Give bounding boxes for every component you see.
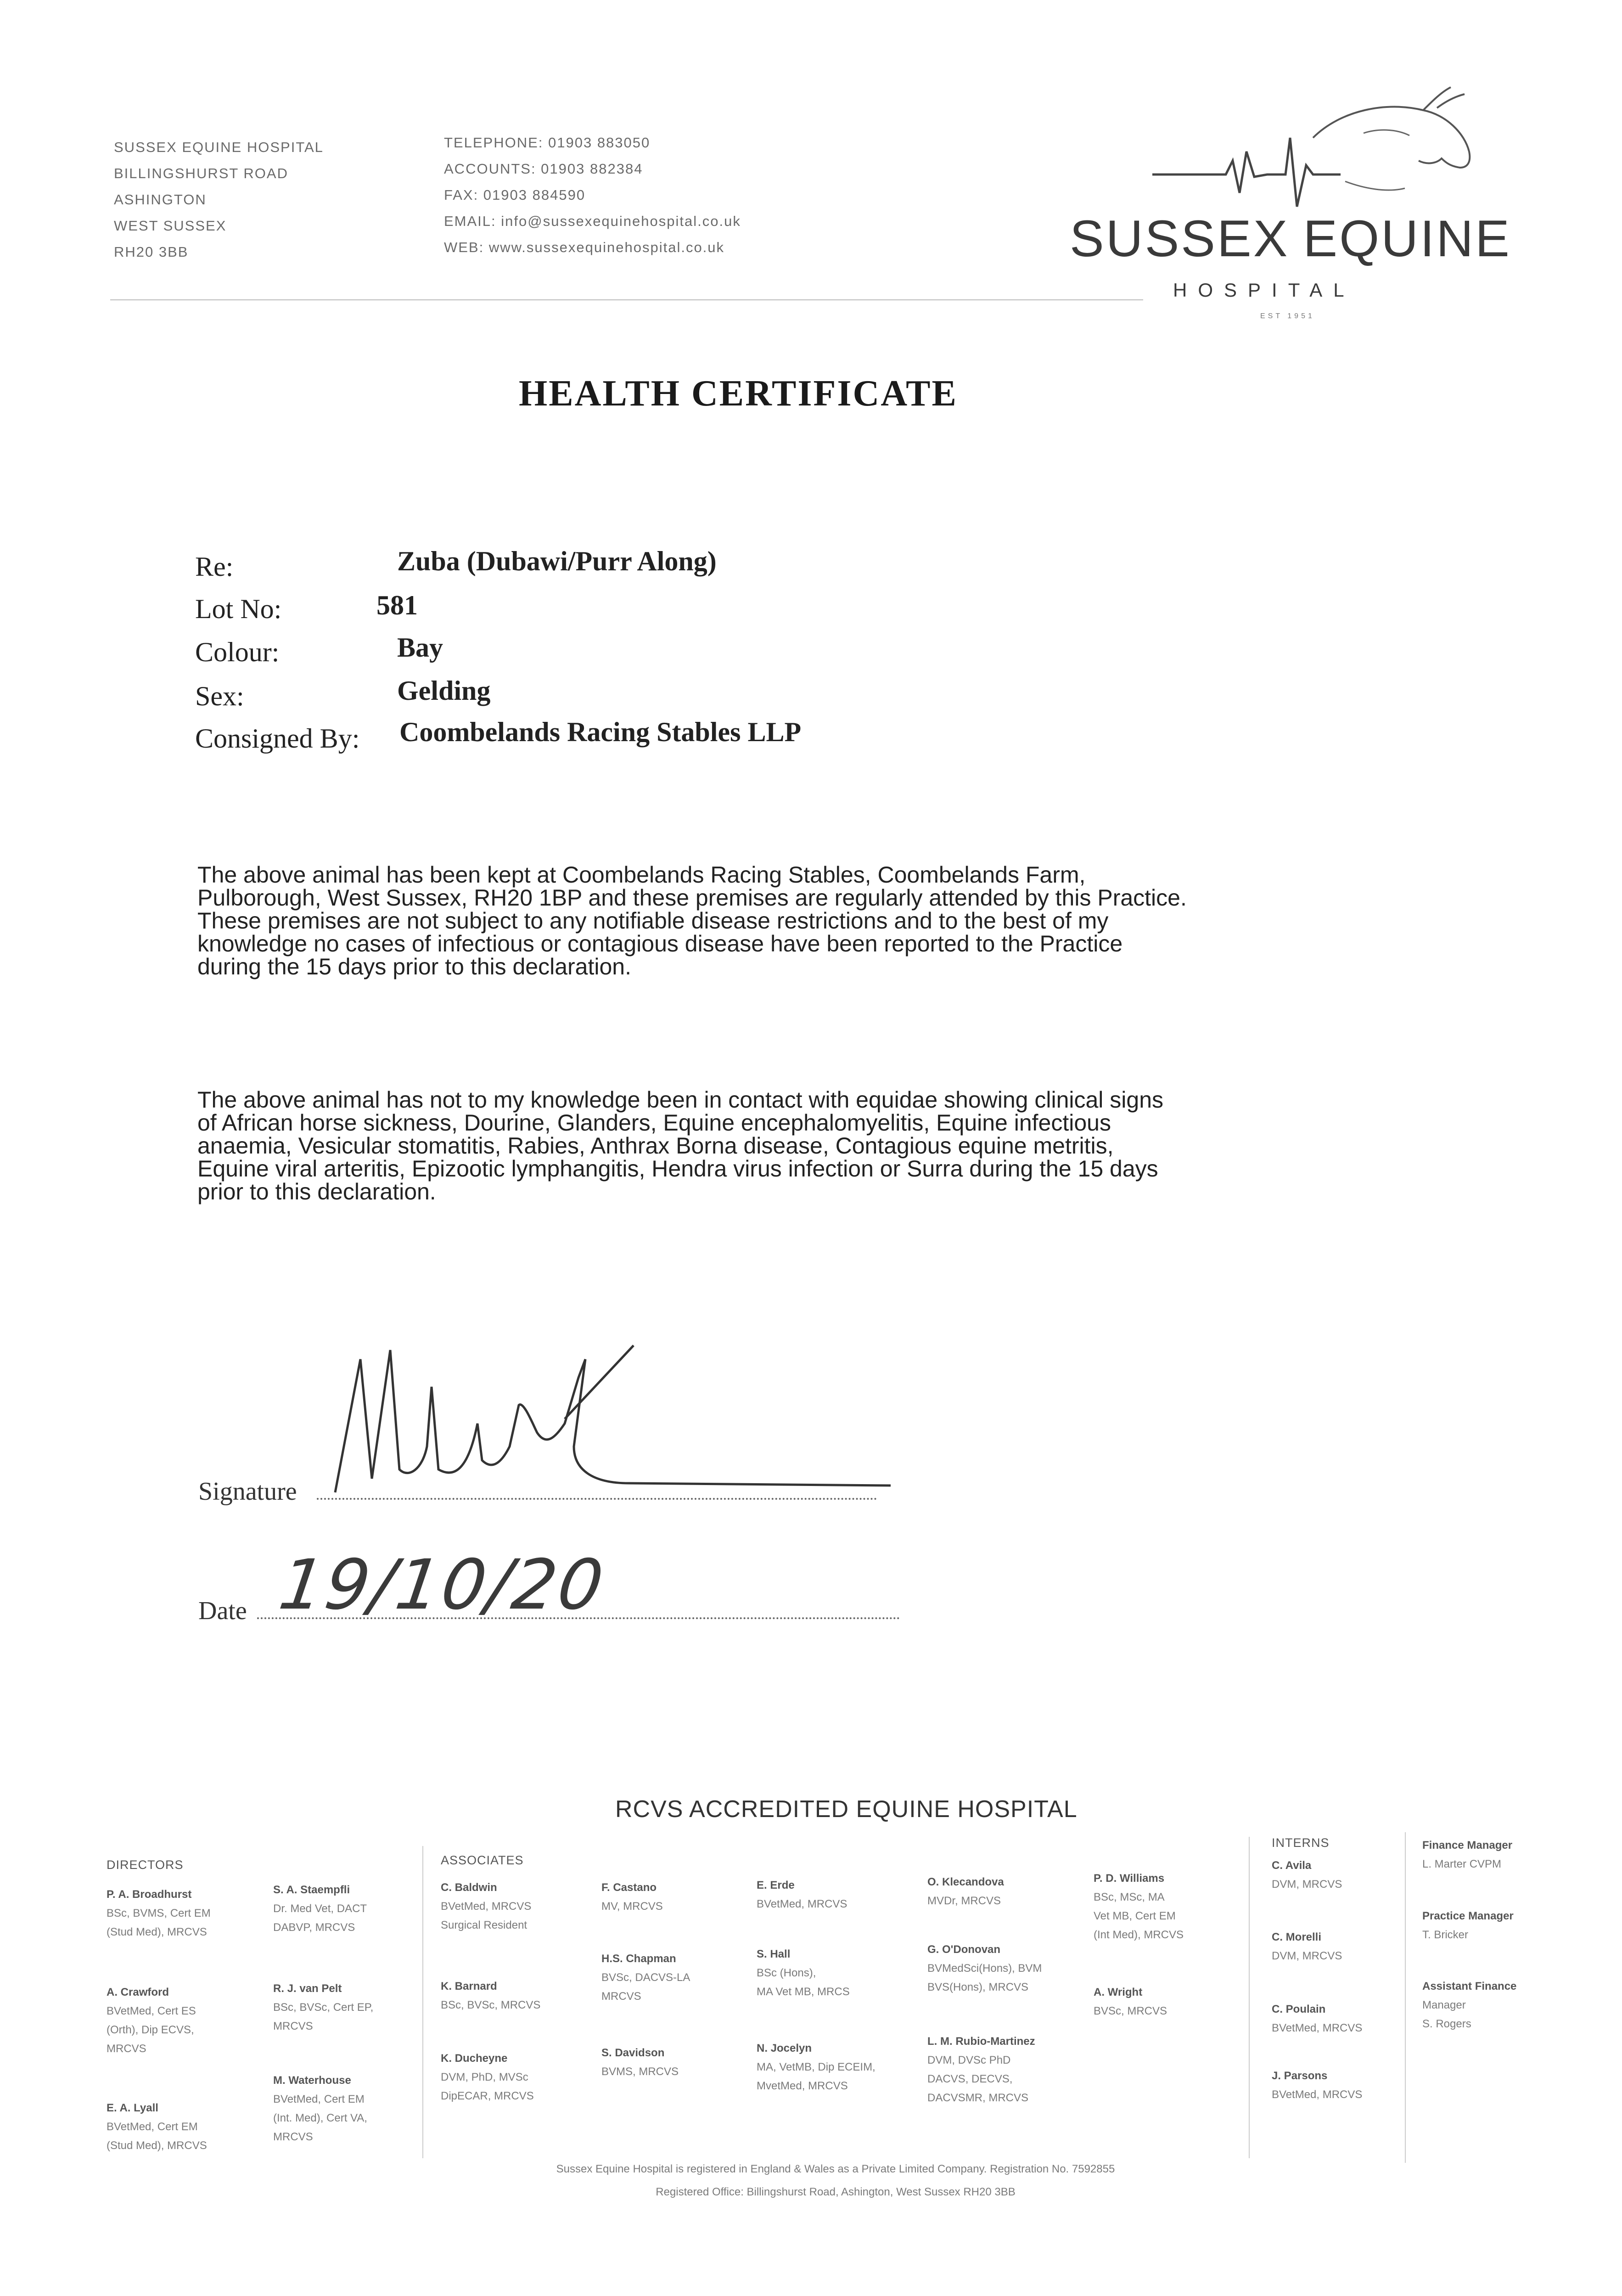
staff-qualification: L. Marter CVPM bbox=[1422, 1858, 1502, 1870]
detail-value-lot: 581 bbox=[376, 590, 418, 620]
paragraph-line: Equine viral arteritis, Epizootic lymphangitis, Hendra virus infection or Surra during the 15 days bbox=[197, 1156, 1158, 1182]
logo-established: EST 1951 bbox=[1260, 312, 1315, 320]
logo-word-equine: EQUINE bbox=[1303, 210, 1511, 267]
paragraph-line: knowledge no cases of infectious or contagious disease have been reported to the Practice bbox=[197, 931, 1123, 957]
staff-qualification: BSc, MSc, MA bbox=[1094, 1891, 1165, 1903]
horse-head-heartbeat-icon bbox=[1148, 83, 1478, 220]
hospital-contacts bbox=[444, 129, 741, 260]
staff-qualification: MRCVS bbox=[273, 2020, 313, 2032]
paragraph-line: of African horse sickness, Dourine, Glanders, Equine encephalomyelitis, Equine infectious bbox=[197, 1110, 1111, 1136]
staff-entry bbox=[107, 1885, 211, 1941]
staff-qualification: DACVSMR, MRCVS bbox=[927, 2092, 1029, 2104]
staff-qualification: BVetMed, Cert EM bbox=[107, 2121, 198, 2133]
footer-divider bbox=[1249, 1837, 1250, 2158]
detail-value-colour: Bay bbox=[397, 632, 443, 663]
staff-qualification: MRCVS bbox=[601, 1990, 641, 2003]
staff-qualification: DVM, PhD, MVSc bbox=[441, 2071, 528, 2083]
staff-name: P. D. Williams bbox=[1094, 1872, 1165, 1885]
staff-name: J. Parsons bbox=[1272, 2070, 1328, 2082]
address-line: WEST SUSSEX bbox=[114, 218, 227, 234]
date-label: Date bbox=[198, 1597, 247, 1625]
address-line: ASHINGTON bbox=[114, 191, 207, 208]
associates-heading: ASSOCIATES bbox=[441, 1853, 524, 1867]
staff-entry bbox=[1422, 1977, 1516, 2033]
staff-name: L. M. Rubio-Martinez bbox=[927, 2035, 1035, 2048]
address-line: SUSSEX EQUINE HOSPITAL bbox=[114, 139, 324, 155]
staff-qualification: MVDr, MRCVS bbox=[927, 1895, 1001, 1907]
paragraph-line: anaemia, Vesicular stomatitis, Rabies, Anthrax Borna disease, Contagious equine metritis, bbox=[197, 1133, 1114, 1159]
staff-qualification: Surgical Resident bbox=[441, 1919, 528, 1931]
staff-name: A. Wright bbox=[1094, 1986, 1143, 1998]
staff-qualification: MvetMed, MRCVS bbox=[757, 2080, 848, 2092]
staff-name: C. Baldwin bbox=[441, 1881, 497, 1894]
staff-role: Practice Manager bbox=[1422, 1910, 1514, 1922]
staff-qualification: DipECAR, MRCVS bbox=[441, 2090, 534, 2102]
staff-qualification: BVetMed, MRCVS bbox=[441, 1900, 532, 1913]
staff-entry bbox=[273, 2071, 367, 2146]
detail-value-consignor: Coombelands Racing Stables LLP bbox=[399, 717, 802, 747]
staff-entry bbox=[1422, 1836, 1512, 1874]
staff-name: C. Poulain bbox=[1272, 2003, 1326, 2015]
staff-qualification: (Stud Med), MRCVS bbox=[107, 1926, 207, 1938]
staff-name: C. Avila bbox=[1272, 1859, 1312, 1872]
staff-role: Finance Manager bbox=[1422, 1839, 1513, 1851]
staff-name: F. Castano bbox=[601, 1881, 657, 1894]
staff-qualification: (Stud Med), MRCVS bbox=[107, 2139, 207, 2152]
staff-name: C. Morelli bbox=[1272, 1931, 1322, 1943]
detail-value-sex: Gelding bbox=[397, 675, 491, 706]
footer-divider bbox=[1405, 1832, 1406, 2163]
staff-name: O. Klecandova bbox=[927, 1876, 1004, 1888]
staff-name: N. Jocelyn bbox=[757, 2042, 812, 2054]
staff-qualification: BVetMed, MRCVS bbox=[1272, 2022, 1363, 2034]
logo-subtitle: HOSPITAL bbox=[1173, 279, 1355, 301]
contact-phone: TELEPHONE: 01903 883050 bbox=[444, 135, 651, 151]
logo-wordmark bbox=[1070, 209, 1511, 268]
staff-qualification: BVetMed, Cert EM bbox=[273, 2093, 365, 2105]
staff-qualification: BSc, BVMS, Cert EM bbox=[107, 1907, 211, 1919]
staff-qualification: DVM, MRCVS bbox=[1272, 1878, 1342, 1891]
staff-qualification: (Int Med), MRCVS bbox=[1094, 1929, 1184, 1941]
staff-entry bbox=[107, 2099, 207, 2155]
signature-scribble bbox=[317, 1332, 904, 1534]
staff-qualification: DVM, DVSc PhD bbox=[927, 2054, 1011, 2066]
staff-entry bbox=[601, 2043, 679, 2081]
staff-qualification: (Orth), Dip ECVS, bbox=[107, 2024, 194, 2036]
staff-entry bbox=[1272, 2066, 1362, 2104]
staff-qualification: T. Bricker bbox=[1422, 1929, 1469, 1941]
staff-name: E. Erde bbox=[757, 1879, 795, 1891]
address-line: RH20 3BB bbox=[114, 244, 189, 260]
staff-name: S. Hall bbox=[757, 1948, 791, 1960]
detail-label: Sex: bbox=[195, 681, 244, 711]
staff-qualification: BVSc, DACVS-LA bbox=[601, 1971, 690, 1984]
staff-name: M. Waterhouse bbox=[273, 2074, 351, 2087]
staff-entry bbox=[107, 1983, 196, 2058]
staff-qualification: BSc (Hons), bbox=[757, 1967, 816, 1979]
staff-role: Assistant Finance bbox=[1422, 1980, 1517, 1992]
staff-qualification: (Int. Med), Cert VA, bbox=[273, 2112, 367, 2124]
paragraph-line: These premises are not subject to any notifiable disease restrictions and to the best of my bbox=[197, 908, 1109, 934]
detail-label: Colour: bbox=[195, 637, 280, 667]
declaration-paragraph-1 bbox=[197, 863, 1187, 978]
detail-label: Consigned By: bbox=[195, 723, 360, 754]
staff-qualification: BSc, BVSc, MRCVS bbox=[441, 1999, 541, 2011]
staff-entry bbox=[1272, 2000, 1362, 2037]
staff-qualification: S. Rogers bbox=[1422, 2018, 1471, 2030]
staff-qualification: MV, MRCVS bbox=[601, 1900, 663, 1913]
staff-qualification: MRCVS bbox=[273, 2131, 313, 2143]
detail-label: Lot No: bbox=[195, 594, 282, 624]
staff-name: E. A. Lyall bbox=[107, 2102, 158, 2114]
detail-label: Re: bbox=[195, 551, 234, 582]
staff-entry bbox=[601, 1949, 690, 2006]
paragraph-line: The above animal has not to my knowledge been in contact with equidae showing clinical signs bbox=[197, 1087, 1164, 1113]
staff-entry bbox=[927, 2032, 1035, 2107]
contact-accounts: ACCOUNTS: 01903 882384 bbox=[444, 161, 643, 177]
staff-qualification: BVetMed, Cert ES bbox=[107, 2005, 196, 2017]
detail-value-name: Zuba (Dubawi/Purr Along) bbox=[397, 546, 717, 576]
staff-qualification: BSc, BVSc, Cert EP, bbox=[273, 2001, 374, 2014]
staff-qualification: BVetMed, MRCVS bbox=[1272, 2088, 1363, 2101]
staff-qualification: BVSc, MRCVS bbox=[1094, 2005, 1167, 2017]
hospital-address bbox=[114, 134, 324, 265]
staff-name: H.S. Chapman bbox=[601, 1953, 676, 1965]
staff-name: S. A. Staempfli bbox=[273, 1884, 350, 1896]
paragraph-line: during the 15 days prior to this declaration. bbox=[197, 954, 631, 979]
paragraph-line: Pulborough, West Sussex, RH20 1BP and these premises are regularly attended by this Practice. bbox=[197, 885, 1187, 911]
registered-office: Registered Office: Billingshurst Road, Ashington, West Sussex RH20 3BB bbox=[656, 2186, 1016, 2198]
staff-entry bbox=[441, 1977, 540, 2015]
footer-accreditation: RCVS ACCREDITED EQUINE HOSPITAL bbox=[615, 1796, 1078, 1823]
staff-name: R. J. van Pelt bbox=[273, 1982, 342, 1995]
declaration-paragraph-2 bbox=[197, 1088, 1163, 1203]
staff-entry bbox=[1094, 1869, 1184, 1944]
staff-qualification: BVMedSci(Hons), BVM bbox=[927, 1962, 1042, 1975]
staff-entry bbox=[757, 1945, 850, 2001]
date-handwritten: 19/10/20 bbox=[274, 1545, 610, 1625]
staff-qualification: MA, VetMB, Dip ECEIM, bbox=[757, 2061, 876, 2073]
staff-name: K. Ducheyne bbox=[441, 2052, 508, 2065]
directors-heading: DIRECTORS bbox=[107, 1858, 184, 1872]
footer-divider bbox=[422, 1846, 423, 2158]
staff-entry bbox=[601, 1878, 663, 1916]
staff-qualification: MRCVS bbox=[107, 2043, 146, 2055]
staff-entry bbox=[927, 1940, 1042, 1997]
staff-name: K. Barnard bbox=[441, 1980, 497, 1992]
staff-name: A. Crawford bbox=[107, 1986, 169, 1998]
staff-name: G. O'Donovan bbox=[927, 1943, 1001, 1956]
staff-qualification: Dr. Med Vet, DACT bbox=[273, 1902, 367, 1915]
staff-entry bbox=[273, 1979, 373, 2036]
staff-entry bbox=[757, 2039, 876, 2095]
company-registration: Sussex Equine Hospital is registered in England & Wales as a Private Limited Company. Registration No. 7592855 bbox=[556, 2163, 1115, 2175]
paragraph-line: The above animal has been kept at Coombelands Racing Stables, Coombelands Farm, bbox=[197, 862, 1086, 888]
staff-qualification: BVetMed, MRCVS bbox=[757, 1898, 847, 1910]
staff-entry bbox=[441, 1878, 531, 1935]
page-title: HEALTH CERTIFICATE bbox=[519, 373, 958, 414]
staff-qualification: BVS(Hons), MRCVS bbox=[927, 1981, 1029, 1993]
signature-label: Signature bbox=[198, 1477, 297, 1506]
staff-entry bbox=[1422, 1907, 1514, 1944]
staff-qualification: DACVS, DECVS, bbox=[927, 2073, 1013, 2085]
staff-entry bbox=[1094, 1983, 1167, 2020]
logo-word-sussex: SUSSEX bbox=[1070, 210, 1290, 267]
staff-qualification: Vet MB, Cert EM bbox=[1094, 1910, 1176, 1922]
staff-name: S. Davidson bbox=[601, 2047, 665, 2059]
contact-email: EMAIL: info@sussexequinehospital.co.uk bbox=[444, 213, 741, 229]
staff-entry bbox=[1272, 1928, 1342, 1965]
paragraph-line: prior to this declaration. bbox=[197, 1179, 436, 1204]
staff-name: P. A. Broadhurst bbox=[107, 1888, 192, 1901]
staff-qualification: BVMS, MRCVS bbox=[601, 2065, 679, 2078]
staff-qualification: DABVP, MRCVS bbox=[273, 1921, 355, 1934]
staff-entry bbox=[273, 1880, 367, 1937]
staff-qualification: MA Vet MB, MRCS bbox=[757, 1986, 850, 1998]
header-divider bbox=[110, 299, 1143, 300]
interns-heading: INTERNS bbox=[1272, 1836, 1330, 1850]
staff-qualification: Manager bbox=[1422, 1999, 1466, 2011]
staff-entry bbox=[757, 1876, 847, 1913]
contact-fax: FAX: 01903 884590 bbox=[444, 187, 586, 203]
staff-entry bbox=[1272, 1856, 1342, 1894]
address-line: BILLINGSHURST ROAD bbox=[114, 165, 288, 181]
staff-entry bbox=[927, 1873, 1004, 1910]
contact-web: WEB: www.sussexequinehospital.co.uk bbox=[444, 239, 725, 255]
staff-qualification: DVM, MRCVS bbox=[1272, 1950, 1342, 1962]
staff-entry bbox=[441, 2049, 534, 2105]
